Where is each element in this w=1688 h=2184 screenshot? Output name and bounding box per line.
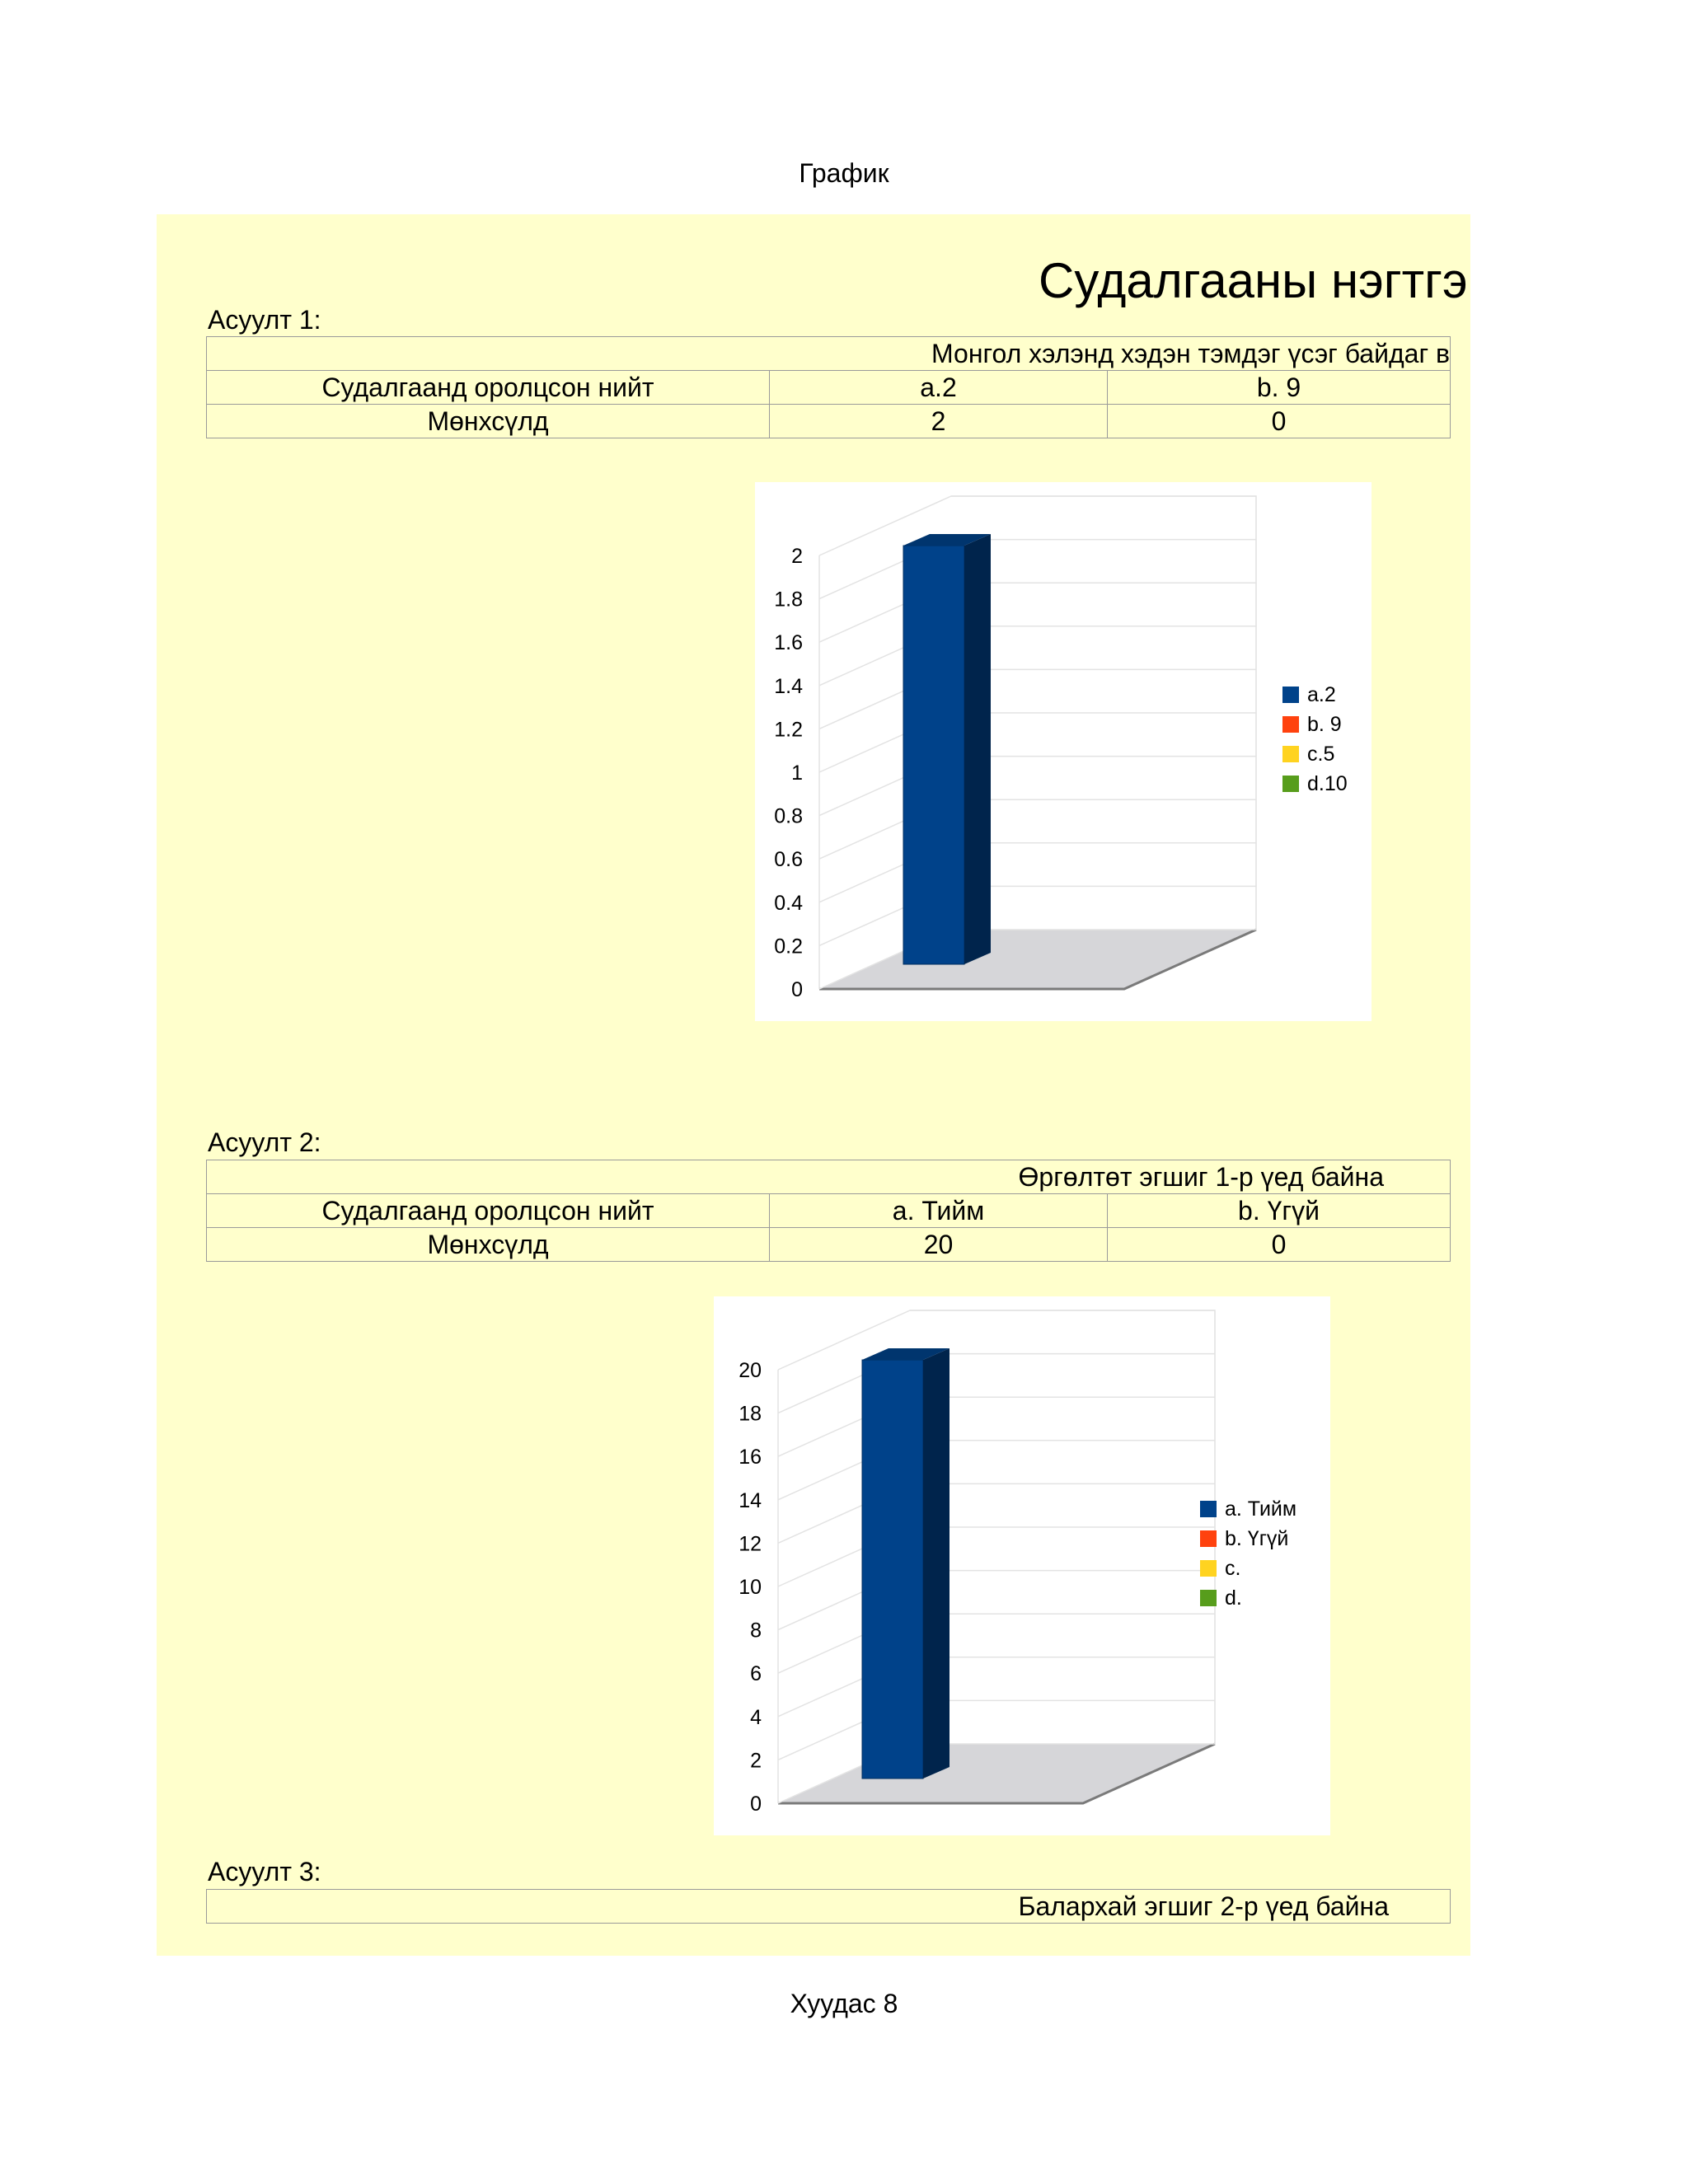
gridline xyxy=(778,1571,1215,1630)
gridline xyxy=(819,843,1256,902)
page-header: График xyxy=(799,158,889,188)
header-option-a: a. Тийм xyxy=(770,1194,1108,1228)
gridline xyxy=(778,1527,1215,1586)
y-tick-label: 0.4 xyxy=(774,891,803,915)
chart-1-legend xyxy=(1282,680,1348,799)
y-tick-label: 0.2 xyxy=(774,935,803,958)
legend-item xyxy=(1200,1583,1296,1613)
question-2-text: Өргөлтөт эгшиг 1-р үед байна xyxy=(207,1160,1451,1194)
y-tick-label: 0.6 xyxy=(774,848,803,872)
gridline xyxy=(819,799,1256,859)
gridline xyxy=(819,626,1256,686)
legend-item xyxy=(1200,1494,1296,1524)
legend-label: d. xyxy=(1225,1586,1242,1610)
legend-item xyxy=(1282,710,1348,739)
value-a: 2 xyxy=(770,405,1108,438)
y-tick-label: 14 xyxy=(738,1488,762,1512)
bar-side xyxy=(923,1348,950,1779)
table-row xyxy=(207,1160,1451,1194)
legend-label: b. Үгүй xyxy=(1225,1526,1289,1550)
gridline xyxy=(778,1310,1215,1370)
table-row xyxy=(207,405,1451,438)
gridline xyxy=(778,1483,1215,1543)
y-tick-label: 10 xyxy=(738,1576,762,1599)
question-2-table xyxy=(206,1160,1451,1262)
legend-swatch xyxy=(1282,746,1299,762)
question-1-text: Монгол хэлэнд хэдэн тэмдэг үсэг байдаг в xyxy=(207,337,1451,371)
legend-swatch xyxy=(1282,716,1299,733)
gridline xyxy=(778,1397,1215,1456)
y-tick-label: 2 xyxy=(750,1749,762,1773)
header-total: Судалгаанд оролцсон нийт xyxy=(207,1194,770,1228)
header-option-a: a.2 xyxy=(770,371,1108,405)
legend-label: b. 9 xyxy=(1307,712,1342,736)
chart-2 xyxy=(714,1296,1330,1835)
question-2-label: Асуулт 2: xyxy=(208,1127,321,1157)
table-row xyxy=(207,1228,1451,1262)
respondent-name: Мөнхсүлд xyxy=(207,405,770,438)
legend-item xyxy=(1282,769,1348,799)
question-3-label: Асуулт 3: xyxy=(208,1857,321,1886)
gridline xyxy=(778,1441,1215,1500)
legend-swatch xyxy=(1200,1501,1217,1517)
y-tick-label: 4 xyxy=(750,1705,762,1729)
value-a: 20 xyxy=(770,1228,1108,1262)
gridline xyxy=(778,1614,1215,1673)
table-row xyxy=(207,371,1451,405)
question-3-text: Бaлархай эгшиг 2-р үед байна xyxy=(207,1890,1451,1924)
table-row xyxy=(207,1194,1451,1228)
legend-swatch xyxy=(1200,1590,1217,1606)
y-tick-label: 16 xyxy=(738,1446,762,1469)
y-tick-label: 1.4 xyxy=(774,674,803,698)
legend-swatch xyxy=(1200,1530,1217,1547)
legend-item xyxy=(1200,1524,1296,1554)
question-3-table xyxy=(206,1889,1451,1924)
legend-label: c.5 xyxy=(1307,742,1335,766)
legend-label: a.2 xyxy=(1307,682,1336,706)
question-1-table xyxy=(206,336,1451,438)
value-b: 0 xyxy=(1108,1228,1451,1262)
gridline xyxy=(819,583,1256,642)
gridline xyxy=(819,757,1256,816)
question-1-label: Асуулт 1: xyxy=(208,305,321,335)
header-option-b: b. 9 xyxy=(1108,371,1451,405)
legend-item xyxy=(1282,680,1348,710)
legend-swatch xyxy=(1282,687,1299,703)
y-tick-label: 18 xyxy=(738,1402,762,1426)
gridline xyxy=(819,496,1256,555)
bar-front xyxy=(903,546,964,964)
spreadsheet-area xyxy=(157,214,1470,1956)
page-footer: Хуудас 8 xyxy=(790,1989,898,2018)
chart-2-legend xyxy=(1200,1494,1296,1613)
table-row xyxy=(207,337,1451,371)
y-tick-label: 8 xyxy=(750,1619,762,1643)
y-tick-label: 1 xyxy=(791,762,803,785)
gridline xyxy=(778,1657,1215,1717)
legend-label: c. xyxy=(1225,1556,1241,1580)
chart-1-svg xyxy=(755,482,1372,1021)
bar-front xyxy=(862,1360,923,1779)
legend-label: d.10 xyxy=(1307,771,1348,795)
bar-side xyxy=(964,534,991,964)
gridline xyxy=(778,1354,1215,1413)
legend-item xyxy=(1200,1554,1296,1583)
legend-swatch xyxy=(1282,776,1299,792)
y-tick-label: 0 xyxy=(750,1793,762,1816)
y-tick-label: 1.6 xyxy=(774,631,803,655)
value-b: 0 xyxy=(1108,405,1451,438)
y-tick-label: 20 xyxy=(738,1359,762,1382)
gridline xyxy=(819,669,1256,729)
legend-item xyxy=(1282,739,1348,769)
sheet-title: Судалгааны нэгтгэ xyxy=(1039,253,1468,308)
y-tick-label: 2 xyxy=(791,545,803,568)
y-tick-label: 6 xyxy=(750,1662,762,1686)
legend-swatch xyxy=(1200,1560,1217,1577)
y-tick-label: 1.2 xyxy=(774,718,803,742)
y-tick-label: 0.8 xyxy=(774,804,803,828)
legend-label: a. Тийм xyxy=(1225,1497,1297,1521)
y-tick-label: 12 xyxy=(738,1532,762,1556)
header-option-b: b. Үгүй xyxy=(1108,1194,1451,1228)
header-total: Судалгаанд оролцсон нийт xyxy=(207,371,770,405)
gridline xyxy=(819,540,1256,599)
y-tick-label: 1.8 xyxy=(774,588,803,612)
gridline xyxy=(819,713,1256,772)
table-row xyxy=(207,1890,1451,1924)
y-tick-label: 0 xyxy=(791,978,803,1001)
respondent-name: Мөнхсүлд xyxy=(207,1228,770,1262)
chart-1 xyxy=(755,482,1372,1021)
